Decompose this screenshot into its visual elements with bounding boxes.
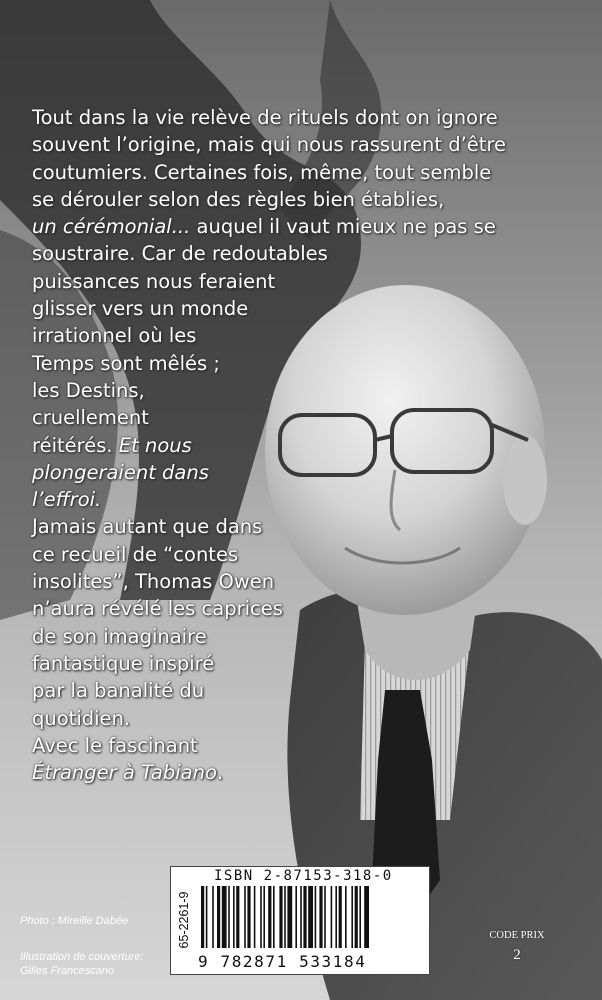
blurb-line: soustraire. Car de redoutables <box>32 242 328 266</box>
barcode-bar <box>247 886 250 948</box>
barcode-bar <box>273 886 275 948</box>
photo-credit: Photo : Mireille Dabée <box>20 915 129 927</box>
illustration-credit-name: Gilles Francescano <box>20 965 115 977</box>
blurb-line-ceremonial <box>32 213 592 240</box>
barcode-bar <box>260 886 262 948</box>
barcode-bar <box>233 886 235 948</box>
blurb-line: Temps sont mêlés ; <box>32 351 220 375</box>
blurb-line: irrationnel où les <box>32 324 197 348</box>
barcode-bar <box>287 886 292 948</box>
blurb-line: de son imaginaire <box>32 624 207 648</box>
blurb-italic-et-nous: Et nous <box>118 433 192 457</box>
barcode-bar <box>315 886 317 948</box>
barcode-bar <box>217 886 220 948</box>
barcode-bar <box>335 886 337 948</box>
barcode-bar <box>279 886 282 948</box>
blurb-line: coutumiers. Certaines fois, même, tout semble <box>32 160 492 184</box>
blurb-line: Jamais autant que dans <box>32 515 263 539</box>
blurb-line: fantastique inspiré <box>32 651 215 675</box>
barcode-bar <box>284 886 286 948</box>
illustration-credit-label: Illustration de couverture: <box>20 951 144 963</box>
barcode-bar <box>351 886 353 948</box>
barcode-bar <box>359 886 361 948</box>
blurb-line: par la banalité du <box>32 679 205 703</box>
barcode-bar <box>308 886 313 948</box>
blurb-line: Avec le fascinant <box>32 733 198 757</box>
blurb-line: insolites”, Thomas Owen <box>32 570 275 594</box>
blurb-line: Tout dans la vie relève de rituels dont on ignore <box>32 106 498 129</box>
barcode-bars <box>199 886 423 948</box>
barcode-bar <box>254 886 256 948</box>
ean-digits: 9 782871 533184 <box>198 952 367 971</box>
isbn-text: ISBN 2-87153-318-0 <box>214 868 393 884</box>
blurb-line: se dérouler selon des règles bien établies, <box>32 187 445 211</box>
barcode-bar <box>324 886 326 948</box>
barcode-bar <box>300 886 302 948</box>
barcode-bar <box>206 886 208 948</box>
blurb-final-period: . <box>216 761 224 785</box>
barcode-bar <box>201 886 204 948</box>
blurb-line-ceremonial-rest: auquel il vaut mieux ne pas se <box>190 215 496 239</box>
barcode-bar <box>364 886 369 948</box>
barcode-bar <box>339 886 342 948</box>
blurb-line: quotidien. <box>32 706 131 730</box>
blurb-line: glisser vers un monde <box>32 297 249 321</box>
barcode-bar <box>212 886 214 948</box>
blurb-line: souvent l’origine, mais qui nous rassurent d’être <box>32 133 507 157</box>
barcode-bar <box>355 886 358 948</box>
price-code-label: CODE PRIX <box>489 930 545 941</box>
blurb-line: les Destins, <box>32 378 145 402</box>
blurb-line-italic: plongeraient dans <box>32 460 209 484</box>
blurb-line: puissances nous feraient <box>32 269 276 293</box>
barcode-bar <box>263 886 265 948</box>
barcode-bar <box>319 886 322 948</box>
barcode-bar <box>303 886 306 948</box>
blurb-line: cruellement <box>32 406 149 430</box>
barcode-bar <box>236 886 239 948</box>
blurb-line: ce recueil de “contes <box>32 542 239 566</box>
barcode-bar <box>228 886 230 948</box>
blurb-italic-ceremonial: un cérémonial... <box>32 215 191 239</box>
blurb-italic-etranger: Étranger à Tabiano <box>32 761 217 785</box>
back-cover-blurb <box>32 104 592 786</box>
vertical-code-text: 65-2261-9 <box>177 891 191 949</box>
blurb-line-reiteres <box>32 432 592 459</box>
blurb-line-etranger <box>32 759 592 786</box>
blurb-reiteres-start: réitérés. <box>32 433 119 457</box>
price-code <box>482 930 552 964</box>
barcode-bar <box>345 886 347 948</box>
price-code-value: 2 <box>513 947 521 963</box>
blurb-line-italic: l’effroi. <box>32 488 102 512</box>
blurb-line: n’aura révélé les caprices <box>32 597 283 621</box>
barcode-bar <box>268 886 271 948</box>
barcode-bar <box>244 886 246 948</box>
vertical-catalog-code <box>174 870 194 970</box>
barcode-bar <box>295 886 297 948</box>
barcode-bar <box>331 886 333 948</box>
barcode-bar <box>222 886 227 948</box>
